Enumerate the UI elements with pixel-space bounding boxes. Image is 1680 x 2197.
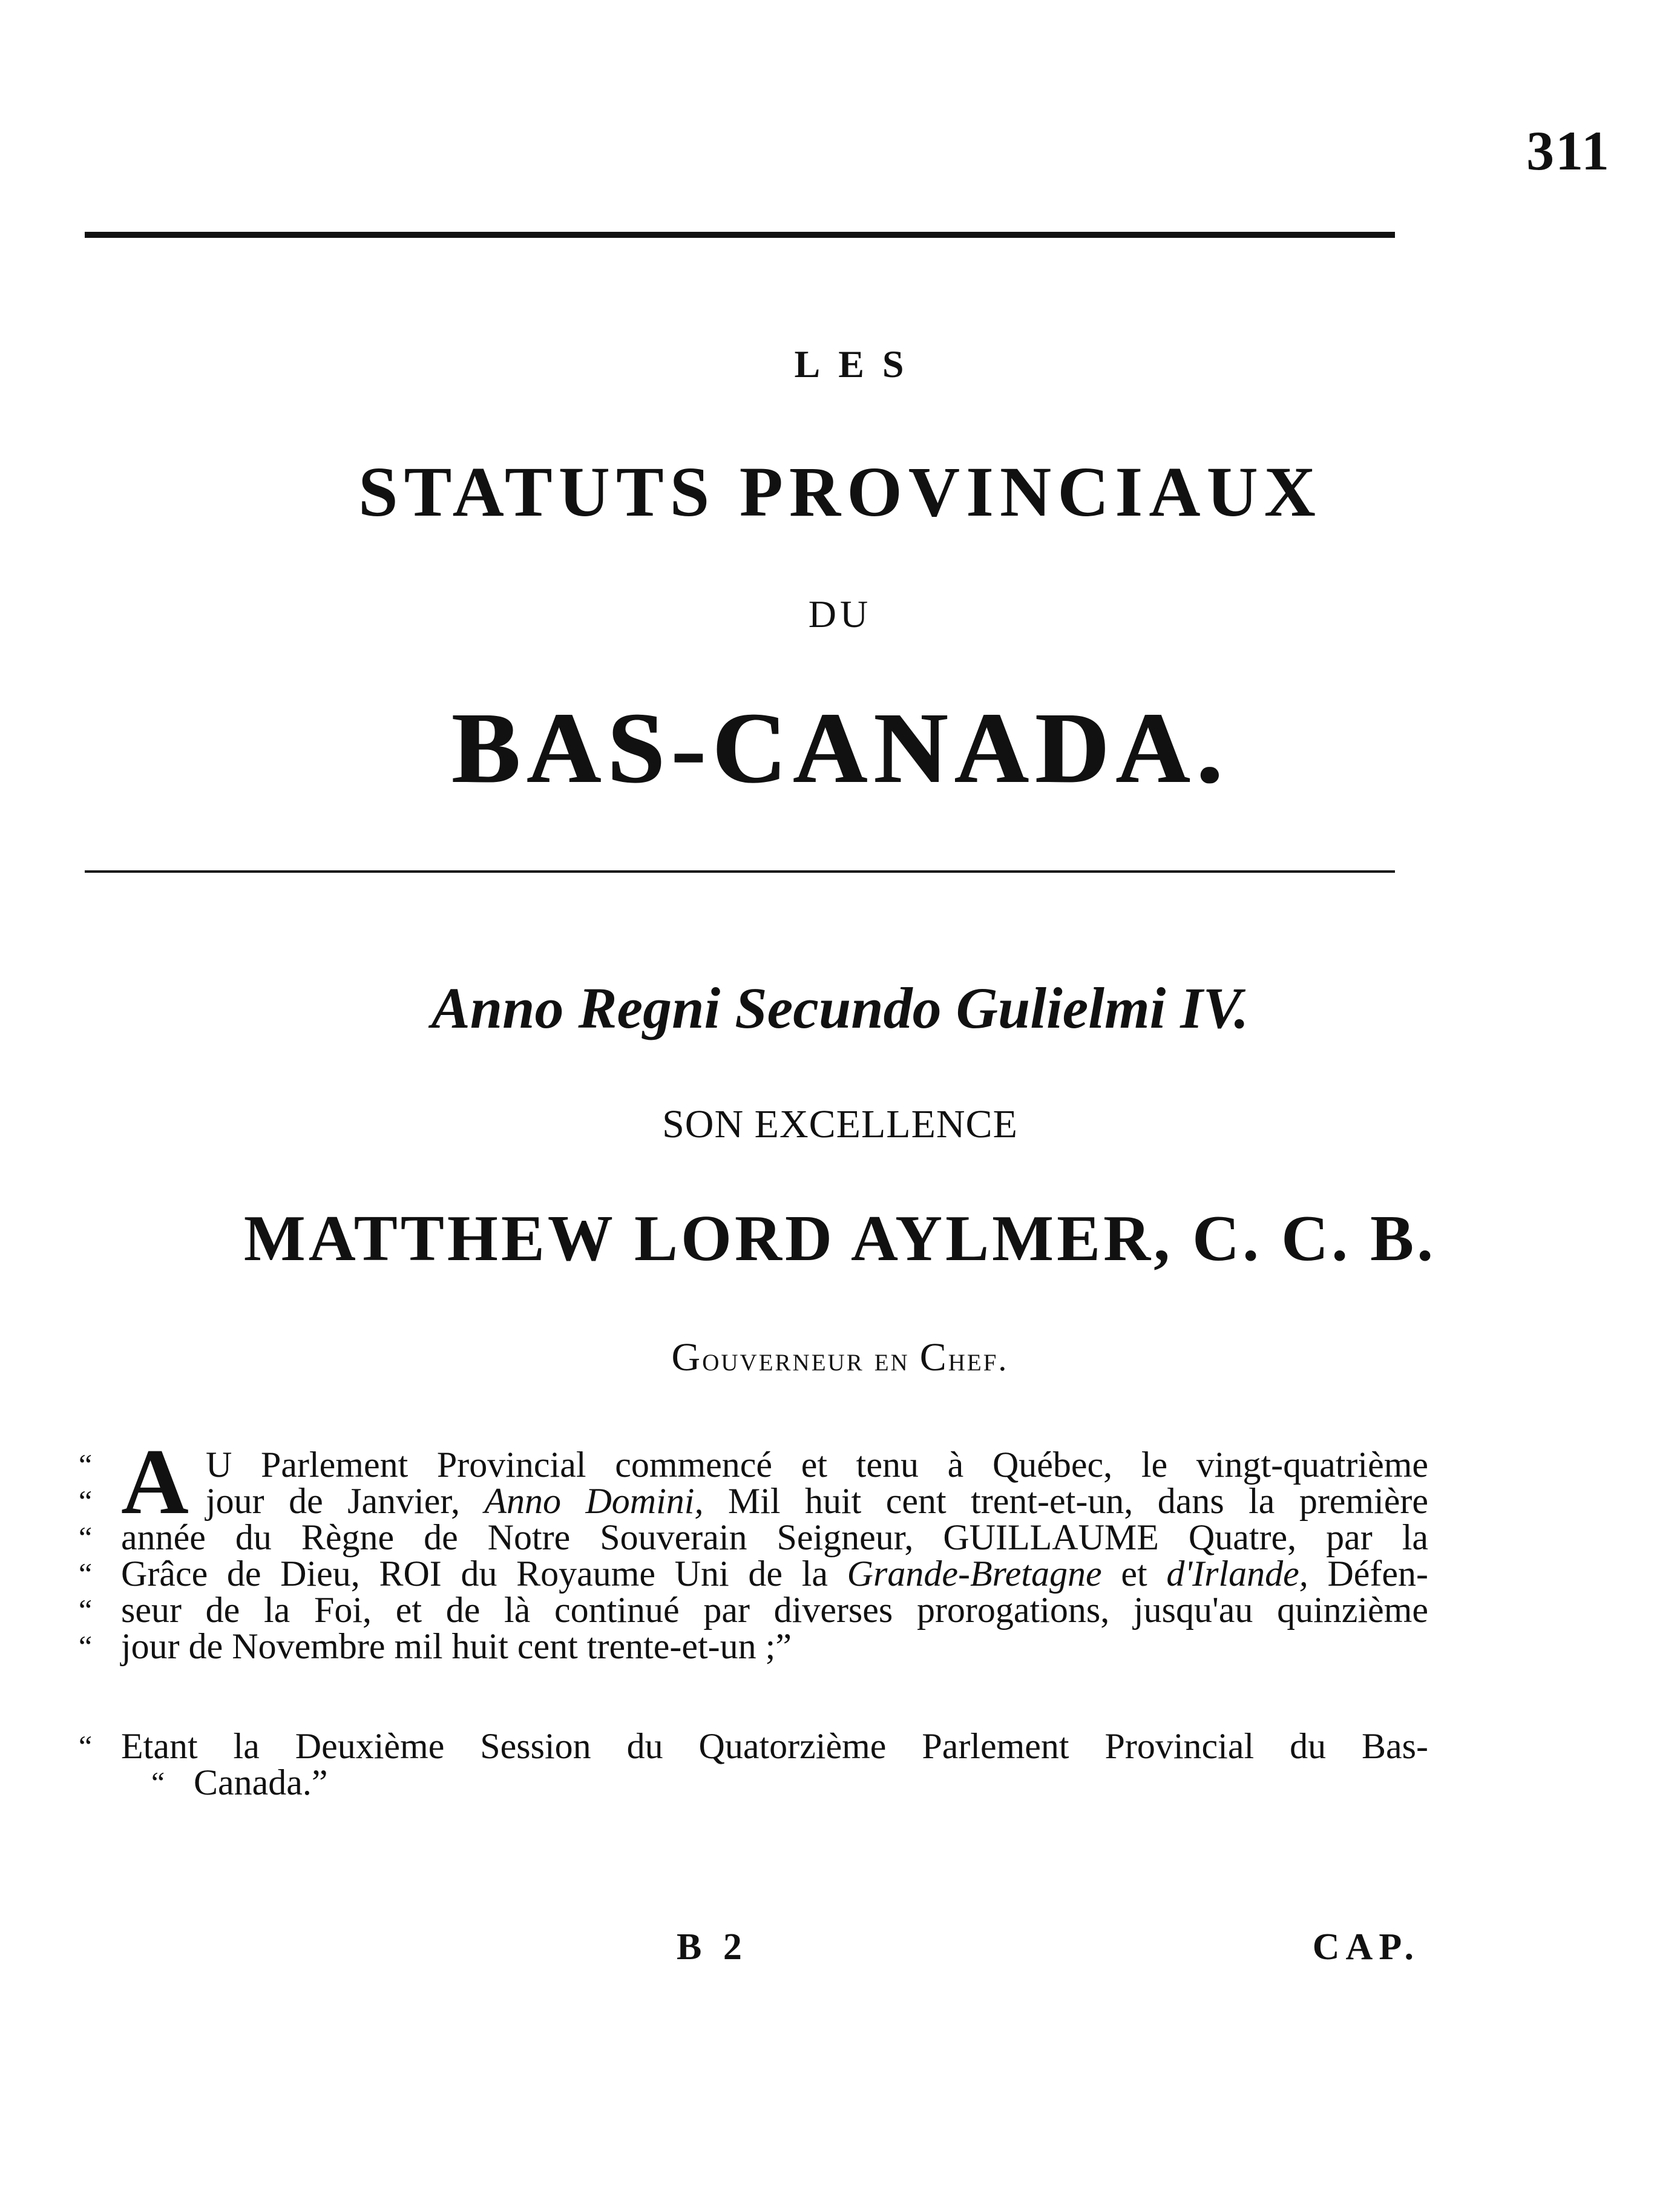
title-hef: hef. <box>948 1341 1009 1378</box>
session-line <box>79 1764 1428 1801</box>
quote-mark: “ <box>79 1520 93 1554</box>
session-text: Canada.” <box>194 1762 328 1802</box>
governor-name: MATTHEW LORD AYLMER, C. C. B. <box>243 1203 1437 1275</box>
title-g: G <box>671 1335 703 1379</box>
section-rule <box>85 870 1395 873</box>
heading-les: LES <box>794 343 922 386</box>
preamble-text: seur de la Foi, et de là continué par diverses prorogations, jusqu'au quinzième <box>121 1590 1428 1630</box>
preamble-italic: Anno Domini, <box>484 1481 704 1521</box>
preamble-text: jour de Novembre mil huit cent trente-et-un ;” <box>121 1626 792 1666</box>
anno-regni-line: Anno Regni Secundo Gulielmi IV. <box>431 976 1249 1040</box>
preamble-line <box>79 1555 1428 1592</box>
preamble-text <box>121 1555 1428 1592</box>
son-excellence: SON EXCELLENCE <box>662 1102 1018 1146</box>
signature-mark: B 2 <box>677 1926 748 1968</box>
session-line <box>79 1728 1428 1764</box>
quote-mark: “ <box>79 1593 93 1627</box>
drop-cap: A <box>121 1430 189 1534</box>
preamble-text: U Parlement Provincial commencé et tenu à Québec, le vingt-quatrième <box>206 1445 1428 1485</box>
preamble-line <box>79 1447 1428 1483</box>
page-number: 311 <box>1526 120 1610 182</box>
preamble-fragment: jour de Janvier, <box>206 1481 460 1521</box>
preamble-line <box>79 1592 1428 1628</box>
quote-mark: “ <box>79 1448 93 1482</box>
heading-statuts-provinciaux: STATUTS PROVINCIAUX <box>358 452 1322 531</box>
title-en: en <box>874 1341 910 1378</box>
paragraph-session <box>79 1728 1428 1801</box>
session-text: Etant la Deuxième Session du Quatorzième Parlement Provincial du Bas- <box>121 1726 1428 1766</box>
title-ouverneur: ouverneur <box>702 1341 864 1378</box>
heading-du: DU <box>808 593 872 635</box>
preamble-fragment: Grâce de Dieu, ROI du Royaume Uni de la <box>121 1554 828 1594</box>
preamble-text: année du Règne de Notre Souverain Seigneur, GUILLAUME Quatre, par la <box>121 1517 1428 1557</box>
quote-mark: “ <box>79 1629 93 1663</box>
preamble-fragment: Défen- <box>1327 1554 1429 1594</box>
top-rule <box>85 232 1395 238</box>
preamble-fragment: et <box>1121 1554 1147 1594</box>
preamble-line <box>79 1628 1428 1664</box>
preamble-text <box>206 1483 1428 1519</box>
preamble-italic: Grande-Bretagne <box>847 1554 1102 1594</box>
preamble-line <box>79 1519 1428 1555</box>
quote-mark: “ <box>79 1729 93 1763</box>
governor-title <box>0 1335 1680 1381</box>
heading-bas-canada: BAS-CANADA. <box>451 692 1229 804</box>
title-c: C <box>919 1335 948 1379</box>
preamble-fragment: Mil huit cent trent-et-un, dans la première <box>727 1481 1429 1521</box>
preamble-italic: d'Irlande, <box>1166 1554 1308 1594</box>
quote-mark: “ <box>79 1484 93 1518</box>
quote-mark: “ <box>79 1557 93 1591</box>
paragraph-preamble <box>79 1430 1429 1666</box>
quote-mark: “ <box>151 1765 165 1799</box>
catchword: CAP. <box>1312 1926 1420 1968</box>
preamble-line <box>79 1483 1428 1519</box>
